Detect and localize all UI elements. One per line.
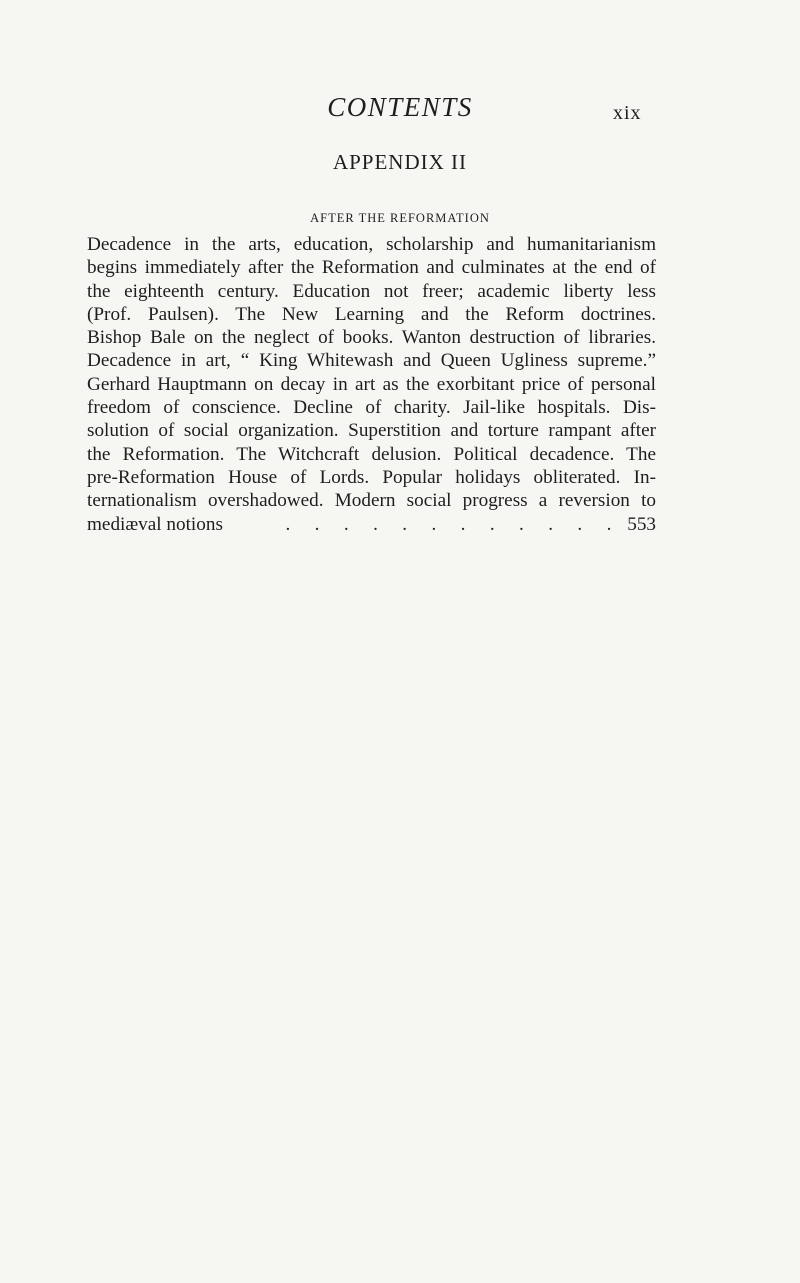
page-number: xix xyxy=(613,102,642,124)
summary-line: solution of social organization. Superstition and torture rampant after xyxy=(87,420,656,442)
appendix-title: APPENDIX II xyxy=(332,150,468,174)
summary-line: Bishop Bale on the neglect of books. Wanton destruction of libraries. xyxy=(87,327,656,349)
summary-line: Decadence in art, “ King Whitewash and Queen Ugliness supreme.” xyxy=(87,350,656,372)
page-reference: 553 xyxy=(627,513,656,535)
summary-line: Gerhard Hauptmann on decay in art as the exorbitant price of personal xyxy=(87,373,656,395)
summary-line: freedom of conscience. Decline of charity. Jail-like hospitals. Dis- xyxy=(87,397,656,419)
leader-dots: . . . . . . . . . . . . xyxy=(285,513,622,535)
running-head xyxy=(0,92,800,132)
summary-last-line xyxy=(87,513,656,536)
running-head-title: CONTENTS xyxy=(327,92,473,122)
summary-line: ternationalism overshadowed. Modern social progress a reversion to xyxy=(87,490,656,512)
section-title: AFTER THE REFORMATION xyxy=(310,211,490,225)
summary-line: (Prof. Paulsen). The New Learning and the Reform doctrines. xyxy=(87,303,656,325)
summary-line: Decadence in the arts, education, scholarship and humanitarianism xyxy=(87,234,656,255)
summary-line: pre-Reformation House of Lords. Popular holidays obliterated. In- xyxy=(87,466,656,488)
contents-summary xyxy=(87,233,656,536)
summary-line: begins immediately after the Reformation and culminates at the end of xyxy=(87,257,656,279)
summary-line: the eighteenth century. Education not freer; academic liberty less xyxy=(87,280,656,302)
summary-last-line-text: mediæval notions xyxy=(87,513,223,535)
summary-line: the Reformation. The Witchcraft delusion. Political decadence. The xyxy=(87,443,656,465)
